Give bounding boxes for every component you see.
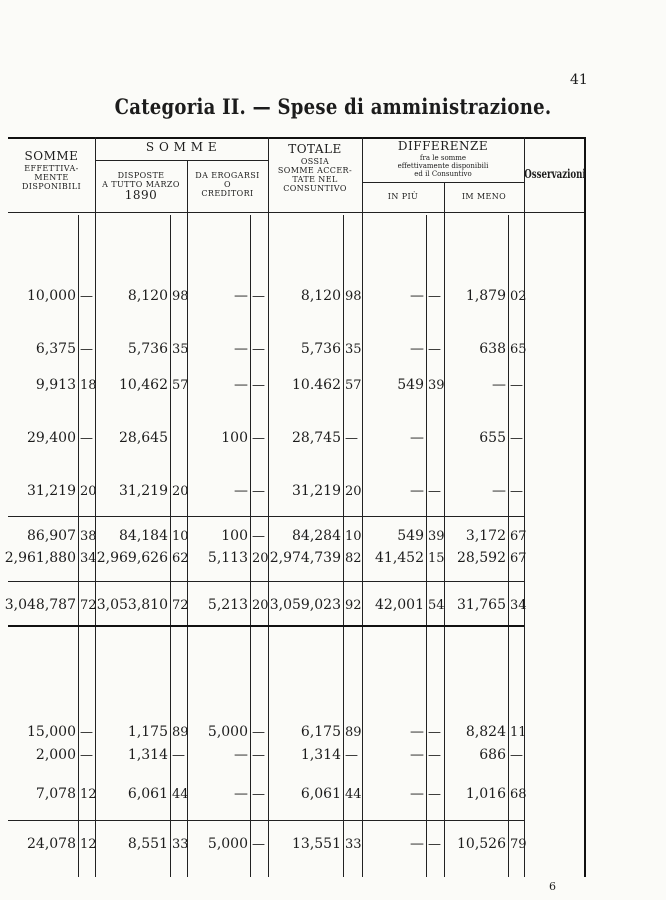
col-header-somme: S O M M E: [145, 140, 218, 154]
page-title: Categoria II. — Spese di amministrazione.: [114, 94, 552, 119]
amount-lire: 1,016: [465, 786, 506, 802]
amount-cents: 12: [80, 787, 97, 802]
amount-lire: 10,000: [27, 288, 76, 304]
amount-lire: —: [410, 786, 424, 802]
amount-cents: 44: [345, 787, 362, 802]
amount-lire: 3,048,787: [4, 597, 76, 613]
amount-lire: —: [410, 288, 424, 304]
header-line: effettivamente disponibili: [397, 161, 489, 170]
header-line: TOTALE: [288, 142, 342, 156]
col-sep-1: [95, 137, 96, 877]
amount-lire: 7,078: [35, 786, 76, 802]
amount-lire: 42,001: [375, 597, 424, 613]
amount-lire: 31,219: [119, 483, 168, 499]
amount-lire: 3,053,810: [96, 597, 168, 613]
amount-cents: 72: [172, 598, 189, 613]
col-sep-3: [268, 137, 269, 877]
amount-lire: 84,184: [119, 528, 168, 544]
amount-lire: —: [234, 786, 248, 802]
amount-cents: 34: [80, 551, 97, 566]
amount-cents: 20: [252, 551, 269, 566]
amount-cents: —: [252, 725, 265, 740]
header-line: SOMME ACCER-: [277, 165, 353, 175]
amount-lire: 1,879: [465, 288, 506, 304]
amount-lire: 8,824: [465, 724, 506, 740]
page-number: 41: [570, 72, 588, 88]
cents-sep-1: [78, 215, 79, 877]
amount-lire: 5,736: [127, 341, 168, 357]
cents-sep-2: [170, 215, 171, 877]
amount-lire: 100: [221, 528, 248, 544]
amount-cents: 92: [345, 598, 362, 613]
amount-lire: 10,526: [457, 836, 506, 852]
amount-lire: 31,219: [27, 483, 76, 499]
header-line: fra le somme: [419, 153, 467, 162]
amount-lire: —: [410, 836, 424, 852]
header-line: SOMME: [24, 149, 79, 163]
rule-before-subtotal: [8, 516, 524, 517]
amount-cents: —: [80, 289, 93, 304]
header-line: O: [224, 180, 231, 190]
col-sep-2: [187, 160, 188, 877]
amount-cents: —: [80, 431, 93, 446]
amount-cents: —: [252, 431, 265, 446]
amount-cents: 39: [428, 378, 445, 393]
amount-cents: 62: [172, 551, 189, 566]
header-line: 1890: [124, 188, 158, 203]
cents-sep-3: [250, 215, 251, 877]
amount-cents: —: [428, 787, 441, 802]
amount-cents: 20: [172, 484, 189, 499]
amount-cents: 98: [172, 289, 189, 304]
amount-cents: 35: [172, 342, 189, 357]
differenze-under-line: [362, 182, 524, 183]
amount-lire: 15,000: [27, 724, 76, 740]
col-header-disposte: [95, 171, 187, 203]
header-line: A TUTTO MARZO: [102, 180, 180, 190]
cents-sep-5: [426, 215, 427, 877]
col-header-in-piu: IN PIÙ: [387, 192, 419, 201]
col-header-erogarsi: [187, 171, 268, 199]
amount-cents: 72: [80, 598, 97, 613]
amount-lire: 655: [479, 430, 506, 446]
amount-lire: 5,113: [207, 550, 248, 566]
amount-lire: 13,551: [292, 836, 341, 852]
amount-lire: —: [492, 483, 506, 499]
amount-lire: 8,120: [127, 288, 168, 304]
col-header-in-meno: IM MENO: [461, 192, 507, 201]
amount-lire: 6,061: [127, 786, 168, 802]
amount-cents: 15: [428, 551, 445, 566]
amount-lire: 1,314: [300, 747, 341, 763]
amount-cents: —: [428, 484, 441, 499]
amount-lire: —: [410, 724, 424, 740]
amount-lire: 5,000: [207, 836, 248, 852]
amount-lire: 29,400: [27, 430, 76, 446]
cents-sep-4: [343, 215, 344, 877]
amount-cents: 38: [80, 529, 97, 544]
header-line: CREDITORI: [201, 189, 254, 199]
amount-cents: —: [252, 529, 265, 544]
amount-cents: —: [345, 431, 358, 446]
amount-cents: —: [510, 378, 523, 393]
rule-before-total: [8, 581, 524, 582]
amount-lire: 100: [221, 430, 248, 446]
amount-cents: —: [345, 748, 358, 763]
col-header-differenze: [362, 140, 524, 178]
amount-lire: —: [410, 483, 424, 499]
amount-cents: 10: [172, 529, 189, 544]
amount-cents: 65: [510, 342, 527, 357]
amount-lire: —: [234, 483, 248, 499]
amount-cents: 39: [428, 529, 445, 544]
amount-cents: 02: [510, 289, 527, 304]
amount-lire: 686: [479, 747, 506, 763]
amount-lire: 6,375: [35, 341, 76, 357]
amount-lire: 2,000: [35, 747, 76, 763]
amount-cents: 33: [345, 837, 362, 852]
amount-cents: 10: [345, 529, 362, 544]
amount-lire: 8,551: [127, 836, 168, 852]
amount-lire: 10.462: [292, 377, 341, 393]
amount-lire: —: [234, 377, 248, 393]
amount-lire: 5,736: [300, 341, 341, 357]
amount-cents: 33: [172, 837, 189, 852]
amount-cents: 11: [510, 725, 527, 740]
amount-cents: 79: [510, 837, 527, 852]
amount-cents: —: [428, 342, 441, 357]
rule-after-total: [8, 625, 524, 627]
amount-cents: 89: [172, 725, 189, 740]
amount-lire: 8,120: [300, 288, 341, 304]
amount-lire: 6,175: [300, 724, 341, 740]
amount-cents: —: [80, 748, 93, 763]
col-header-somme-eff: [8, 150, 95, 191]
amount-cents: 20: [252, 598, 269, 613]
amount-cents: —: [428, 748, 441, 763]
amount-lire: 5,000: [207, 724, 248, 740]
col-header-osservazioni: Osservazioni: [524, 167, 586, 181]
amount-cents: 67: [510, 529, 527, 544]
amount-lire: 10,462: [119, 377, 168, 393]
amount-cents: 35: [345, 342, 362, 357]
amount-lire: —: [410, 430, 424, 446]
amount-lire: 2,969,626: [96, 550, 168, 566]
amount-cents: —: [510, 431, 523, 446]
amount-cents: 57: [172, 378, 189, 393]
amount-cents: —: [510, 748, 523, 763]
amount-cents: 44: [172, 787, 189, 802]
amount-cents: 89: [345, 725, 362, 740]
header-line: DA EROGARSI: [195, 171, 260, 180]
amount-cents: —: [252, 837, 265, 852]
amount-lire: 9,913: [35, 377, 76, 393]
col-sep-4: [362, 137, 363, 877]
amount-lire: 3,172: [465, 528, 506, 544]
amount-lire: 549: [397, 377, 424, 393]
amount-lire: 24,078: [27, 836, 76, 852]
somme-under-line: [95, 160, 268, 161]
header-line: OSSIA: [300, 156, 330, 166]
amount-cents: —: [510, 484, 523, 499]
amount-lire: 2,961,880: [4, 550, 76, 566]
signature-mark: 6: [549, 880, 556, 893]
amount-lire: —: [492, 377, 506, 393]
amount-lire: —: [234, 288, 248, 304]
amount-lire: 1,314: [127, 747, 168, 763]
header-line: ed il Consuntivo: [414, 169, 472, 178]
amount-lire: —: [410, 341, 424, 357]
amount-cents: 57: [345, 378, 362, 393]
amount-cents: —: [252, 378, 265, 393]
amount-lire: 5,213: [207, 597, 248, 613]
amount-lire: 41,452: [375, 550, 424, 566]
amount-lire: 86,907: [27, 528, 76, 544]
header-line: DIFFERENZE: [397, 139, 489, 153]
header-line: EFFETTIVA-: [24, 163, 79, 173]
amount-cents: —: [252, 289, 265, 304]
amount-lire: 31,219: [292, 483, 341, 499]
header-line: TATE NEL: [292, 175, 338, 185]
amount-cents: 82: [345, 551, 362, 566]
amount-lire: —: [410, 747, 424, 763]
amount-lire: —: [234, 341, 248, 357]
amount-lire: 28,592: [457, 550, 506, 566]
amount-lire: 31,765: [457, 597, 506, 613]
amount-cents: 54: [428, 598, 445, 613]
amount-lire: 28,645: [119, 430, 168, 446]
header-line: MENTE: [34, 172, 69, 182]
amount-cents: —: [428, 289, 441, 304]
amount-cents: —: [252, 748, 265, 763]
header-line: DISPOSTE: [117, 171, 165, 180]
amount-lire: 6,061: [300, 786, 341, 802]
amount-lire: 3,059,023: [269, 597, 341, 613]
amount-cents: 20: [345, 484, 362, 499]
amount-lire: 2,974,739: [269, 550, 341, 566]
amount-cents: 18: [80, 378, 97, 393]
amount-cents: —: [428, 725, 441, 740]
amount-lire: 1,175: [127, 724, 168, 740]
amount-cents: —: [428, 837, 441, 852]
header-line: DISPONIBILI: [21, 182, 82, 192]
amount-cents: 98: [345, 289, 362, 304]
amount-cents: 34: [510, 598, 527, 613]
amount-cents: 67: [510, 551, 527, 566]
amount-lire: 549: [397, 528, 424, 544]
amount-cents: —: [80, 342, 93, 357]
amount-cents: —: [252, 484, 265, 499]
amount-cents: —: [172, 748, 185, 763]
amount-cents: 12: [80, 837, 97, 852]
amount-lire: —: [234, 747, 248, 763]
table-right-border: [584, 137, 586, 877]
amount-lire: 28,745: [292, 430, 341, 446]
amount-lire: 638: [479, 341, 506, 357]
header-line: CONSUNTIVO: [283, 184, 347, 194]
amount-lire: 84,284: [292, 528, 341, 544]
amount-cents: 20: [80, 484, 97, 499]
obs-column-border: [524, 137, 525, 877]
rule-before-sec2-total: [8, 820, 524, 821]
cents-sep-6: [508, 215, 509, 877]
amount-cents: —: [80, 725, 93, 740]
amount-cents: —: [252, 787, 265, 802]
amount-cents: 68: [510, 787, 527, 802]
col-header-totale: [268, 143, 362, 194]
amount-cents: —: [252, 342, 265, 357]
